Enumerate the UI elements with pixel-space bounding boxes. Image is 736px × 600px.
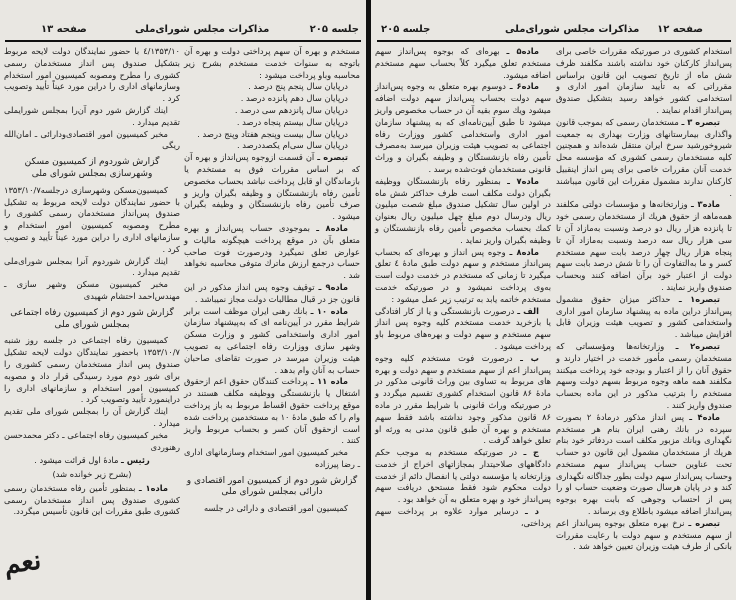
paragraph	[375, 306, 551, 353]
paragraph-text: توقیف وجوه پس انداز مذکور در این قانون جز در قبال مطالبات دولت مجاز نمیباشد .	[184, 281, 360, 304]
paragraph-text: بمنظور تأمین رفاه مستخدمان رسمی کشوری صندوق پس انداز مستخدمان رسمی کشوری طبق مقررات این قانون تأسیس میگردد.	[4, 482, 180, 517]
paragraph	[4, 279, 180, 303]
paragraph	[4, 185, 180, 256]
paragraph-text: مستخدم و بهره آن سهم پرداختی دولت و بهره آن باتوجه به سنوات خدمت مستخدم بشرح زیر محاسبه وباو پرداخت میشود :	[184, 46, 360, 80]
text-column-right	[184, 46, 360, 515]
article-label: ج ـ	[523, 447, 539, 458]
paragraph-text: اینك گزارش آن را بمجلس شورای ملی تقدیم میدارد .	[4, 406, 180, 428]
paragraph-text: آن قسمت ازوجوه پس‌انداز و بهره آن که بر اساس مقررات فوق به مستخدم یا بازماندگان او قابل پرداخت نباشد بحساب مخصوص تأمین رفاه بازنشستگان و وظیفه بگیران واریز و صرف تأمین رفاه بازنشستگان و وظیفه بگیران میشود .	[184, 152, 360, 222]
header-rule	[5, 40, 361, 42]
article-label: د ـ	[525, 506, 539, 517]
text-column-left	[4, 46, 180, 518]
session-number: جلسه ۲۰۵	[381, 24, 431, 35]
paragraph-text: مخبر کمیسیون امور استخدام وسازمانهای اداری ـ رضا پیرزاده	[184, 447, 360, 469]
paragraph	[556, 294, 732, 341]
article-label: تبصره۲ ـ	[675, 340, 720, 351]
paragraph-text: گزارش شور دوم از کمیسیون رفاه اجتماعی بمجلس شورای ملی	[10, 307, 174, 330]
paragraph-text: وزارتخانه‌ها ومؤسساتی که مستخدمان رسمی مأمور خدمت در اختیار دارند و حقوق آنان را از اعتبار و بودجه خود پرداخت میکنند مکلفند همه ماهه وجوه مربوط بسهم دولت وسهم مستخدم را بترتیب مذکور در این ماده بحساب صندوق واریز کنند .	[556, 340, 732, 410]
session-number: جلسه ۲۰۵	[309, 24, 359, 35]
paragraph	[4, 406, 180, 430]
paragraph-text: مخبر کمیسیون رفاه اجتماعی ـ دکتر محمدحسن رهنوردی	[4, 429, 180, 452]
article-label: ب ـ	[520, 352, 540, 363]
paragraph-text: درپایان سال پانزدهم سی درصد .	[234, 104, 348, 115]
paragraph	[184, 152, 360, 223]
page-header	[377, 24, 731, 38]
paragraph-text: درسایر موارد علاوه بر پرداخت سهم پرداختی،	[375, 506, 551, 528]
paragraph-text: بهره‌ای که بوجوه پس‌انداز سهم مستخدم تعلق میگیرد کلاً بحساب سهم مستخدم اضافه میشود.	[375, 46, 551, 80]
paragraph	[184, 447, 360, 471]
paragraph	[375, 81, 551, 175]
paragraph-text: بمنظور رفاه بازنشستگان ووظیفه بگیران دولت مکلف است ظرف حداکثر شش ماه در اولین سال تشکیل صندوق مبلغ شصت میلیون ریال ودرسال دوم مبلغ چهل میلیون ریال بعنوان کمك بحساب مخصوص تأمین رفاه بازنشستگان و وظیفه بگیران واریز نماید .	[375, 175, 551, 245]
paragraph-text: مادهٔ اول قرائت میشود .	[34, 455, 122, 466]
page-number: صفحه ۱۲	[657, 24, 703, 35]
list-item	[184, 81, 360, 93]
article-label: رئیس ـ	[121, 455, 150, 466]
paragraph-text: کمیسیون‌مسکن وشهرسازی درجلسه۱۳۵۳/۱۰/۷ با حضور نمایندگان دولت لایحه مربوط به تشکیل صندوق پس‌انداز مستخدمان رسمی کشوری را مطرح ومصوبه کمیسیون امور استخدام و سازمانهای اداری را دراین مورد عیناً تأیید و تصویب کرد .	[4, 184, 180, 254]
article-label: ماده۵ ـ	[506, 46, 539, 56]
article-label: ماده ۱۰ ـ	[310, 305, 348, 316]
page-number: صفحه ۱۳	[41, 24, 87, 35]
paragraph-text: درپایان سال پنجم پنج درصد .	[248, 81, 348, 92]
paragraph-text: گزارش شور دوم از کمیسیون امور اقتصادی و دارائی بمجلس شورای ملی	[186, 475, 358, 498]
paragraph	[375, 506, 551, 530]
paragraph	[556, 518, 732, 553]
paragraph-text: مخبر کمیسیون مسکن وشهر سازی ـ مهندس‌احمد احتشام شهیدی	[4, 279, 180, 301]
paragraph-text: درپایان سال بیست وپنجم هفتاد وپنج درصد .	[197, 128, 348, 139]
section-heading	[4, 308, 180, 332]
paragraph-text: دوسوم بهره متعلق به وجوه پس‌انداز سهم دولت بحساب پس‌انداز سهم دولت اضافه میشود ویك سوم بقیه آن در حساب مخصوص واریز میشود تا طبق آیین‌نامه‌ای که به پیشنهاد سازمان امور اداری واستخدامی کشور ووزارت رفاه اجتماعی به تصویب هیئت وزیران میرسد به‌مصرف تأمین رفاه بازنشستگان و وظیفه بگیران و وراث قانونی مستخدمان فوت‌شده برسد .	[375, 81, 551, 174]
paragraph-text: نرخ بهره متعلق بوجوه پس‌انداز اعم از سهم مستخدم و سهم دولت با رعایت مقررات بانکی از طرف هیئت وزیران تعیین خواهد شد .	[556, 517, 732, 552]
paragraph	[4, 129, 180, 153]
paragraph	[375, 247, 551, 306]
paragraph	[4, 469, 180, 481]
paragraph-text: (بشرح زیر خوانده شد)	[52, 469, 132, 480]
paragraph	[556, 341, 732, 412]
article-label: ماده۸ ـ	[509, 246, 539, 257]
paragraph	[375, 353, 551, 447]
paragraph	[184, 46, 360, 81]
article-label: تبصره ـ	[688, 517, 721, 528]
section-heading	[184, 476, 360, 500]
paragraph-text: درپایان سال بیستم پنجاه درصد .	[236, 116, 348, 127]
paragraph-text: پرداخت کنندگان حقوق اعم ازحقوق اشتغال یا بازنشستگی ووظیفه مکلف هستند در موقع پرداخت حقوق اقساط مربوط به باز پرداخت وام را که طبق مادهٔ ۱۰ به مستخدمین پرداخت شده است ازحقوق آنان کسر و بحساب مربوط واریز کنند .	[184, 376, 361, 446]
article-label: ماده۱ ـ	[138, 482, 169, 493]
paragraph	[184, 306, 360, 377]
article-label: الف ـ	[517, 305, 539, 316]
list-item	[184, 105, 360, 117]
article-label: ماده ۱۱ ـ	[310, 376, 349, 387]
paragraph	[4, 430, 180, 454]
article-label: ماده۹ ـ	[318, 281, 348, 292]
paragraph-text: استخدام کشوری در صورتیکه مقررات خاصی برای پس‌انداز کارکنان خود نداشته باشند مکلفند ظرف شش ماه از تاریخ تصویب این قانون براساس مقرراتی که به تأیید سازمان امور اداری و استخدامی کشور خواهد رسید بتشکیل صندوق پس‌انداز اقدام نمایند .	[556, 46, 732, 115]
right-page	[371, 0, 736, 600]
paragraph	[556, 117, 732, 200]
text-column-left	[375, 46, 551, 530]
paragraph-text: گزارش شوردوم از کمیسیون مسکن وشهرسازی بمجلس شورای ملی	[24, 157, 160, 179]
paragraph	[4, 46, 180, 105]
paragraph-text: مستخدمان رسمی که بموجب قانون واگذاری بیمارستانهای وزارت بهداری به جمعیت شیروخورشید سرخ ایران منتقل شده‌اند و همچنین کلیه مستخدمان رسمی کشوری که مؤسسه محل خدمت آنان مقررات خاصی برای پس انداز اینقبیل کارکنان ندارند مشمول مقررات این قانون میباشند .	[556, 116, 732, 198]
paragraph-text: کمیسیون رفاه اجتماعی در جلسه روز شنبه ۱۳۵۳/۱۰/۷ باحضور نمایندگان دولت لایحه تشکیل صندوق پس انداز مستخدمان رسمی کشوری را برای شور دوم مورد رسیدگی قرار داد و مصوبه کمیسیون امور استخدام و سازمانهای اداری را دراینمورد تأیید وتصویب کرد .	[4, 335, 180, 405]
paragraph-text: حداکثر میزان حقوق مشمول پس‌انداز دراین ماده به پیشنهاد سازمان امور اداری واستخدامی کشور و تصویب هیئت وزیران قابل افزایش میباشد .	[556, 293, 732, 340]
paragraph	[4, 256, 180, 280]
list-item	[184, 129, 360, 141]
paragraph	[4, 483, 180, 518]
paragraph	[375, 447, 551, 506]
article-label: ماده۴ ـ	[689, 411, 720, 422]
paragraph	[184, 223, 360, 282]
list-item	[184, 93, 360, 105]
publication-title: مذاکرات مجلس شورای‌ملی	[135, 24, 270, 35]
text-column-right	[556, 46, 732, 553]
section-heading	[4, 157, 180, 181]
paragraph-text: وجوه پس انداز و بهره‌ای که بحساب پس‌انداز مستخدم و سهم دولت طبق مادهٔ ٤ تعلق میگیرد تا زمانی که مستخدم در خدمت دولت است به‌وی پرداخت نمیشود و در صورتیکه خدمت مستخدم خاتمه یابد به ترتیب زیر عمل میشود :	[375, 246, 551, 304]
paragraph	[375, 176, 551, 247]
handwritten-margin-mark: نعم	[2, 545, 44, 581]
list-item	[184, 140, 360, 152]
paragraph-text: درپایان سال دهم پانزده درصد .	[240, 93, 348, 104]
paragraph-text: وزارتخانه‌ها و مؤسسات دولتی مکلفند همه‌ماهه از حقوق هریك از مستخدمان رسمی خود تا پانزده هزار ریال دو درصد ونسبت به‌مازاد آن تا سی هزار ریال سه درصد ونسبت به‌مازاد آن تا پنجاه هزار ریال چهار درصد بابت سهم مستخدم کسر و ما به‌التفاوت آن را تا شش درصد بابت سهم دولت از اعتبار خود برآن اضافه کنند وبحساب صندوق واریز نمایند .	[556, 199, 732, 292]
paragraph-text: پس انداز مذکور درمادهٔ ۲ بصورت سپرده در بانك رهنی ایران بنام هر مستخدم نگهداری وبانك مزبور مکلف است دردفاتر خود بنام هریك از مستخدمان مشمول این قانون دو حساب تحت عناوین حساب پس‌انداز سهم مستخدم وحساب پس‌انداز سهم دولت بطور جداگانه نگهداری کند و در پایان هرسال صورت وضعیت حساب او را پس از احتساب وجوهی که بابت بهره بوجوه پس‌انداز اضافه میشود باطلاع وی برساند .	[556, 411, 732, 517]
paragraph-text: در صورتیکه مستخدم به موجب حکم دادگاههای صلاحیتدار بمجازاتهای اخراج از خدمت وزارتخانه یا مؤسسه دولتی یا انفصال دائم از خدمت دولت محکوم شود فقط مستحق دریافت سهم پس‌انداز خود و بهره متعلق به آن خواهد بود .	[374, 447, 551, 505]
paragraph-text: درصورت بازنشستگی و یا از کار افتادگی یا بازخرید خدمت مستخدم کلیه وجوه پس انداز سهم مستخدم و سهم دولت و بهره‌های مربوط باو پرداخت میشود .	[375, 305, 551, 351]
article-label: ماده۶ ـ	[509, 81, 539, 92]
paragraph	[4, 105, 180, 129]
paragraph-text: اینك گزارش شور دوم آن‌را بمجلس شورایملی تقدیم میدارد .	[4, 104, 180, 127]
paragraph-text: بانك رهنی ایران موظف است برابر شرایط مقرر در آیین‌نامه ای که به‌پیشنهاد سازمان امور اداری واستخدامی کشور و وزارت مسکن وشهر سازی ووزارت رفاه اجتماعی به تصویب هیئت وزیران میرسد در صورت تقاضای صاحبان حساب به آنان وام بدهد .	[184, 305, 360, 375]
paragraph	[556, 199, 732, 293]
page-header	[5, 24, 361, 38]
paragraph	[184, 282, 360, 306]
article-label: تبصره ـ	[317, 152, 348, 163]
article-label: ماده۷ ـ	[507, 175, 539, 186]
article-label: ماده۸ ـ	[316, 222, 348, 233]
left-page	[0, 0, 366, 600]
paragraph-text: ۱۳۵۳/۱۰/٤ با حضور نمایندگان دولت لایحه مربوط بتشکیل صندوق پس انداز مستخدمان رسمی کشوری را مطرح ومصوبه کمیسیون امور استخدام وسازمانهای اداری را دراین مورد عیناً تأیید وتصویب کرد .	[4, 46, 180, 104]
paragraph-text: بموجودی حساب پس‌انداز و بهره متعلق بآن در موقع پرداخت هیچگونه مالیات و عوارض تعلق نمیگیرد ودرصورت فوت صاحب حساب درجمع ارزش ماترك متوفی محاسبه نخواهد شد .	[184, 222, 360, 281]
paragraph	[4, 335, 180, 406]
paragraph-text: اینك گزارش شوردوم آنرا بمجلس شورای‌ملی تقدیم میدارد .	[4, 255, 180, 278]
article-label: تبصره۱ ـ	[678, 293, 720, 304]
article-label: ماده۳ ـ	[691, 199, 720, 210]
article-label: تبصره ۳ ـ	[681, 116, 720, 127]
paragraph-text: درصورت فوت مستخدم کلیه وجوه پس‌انداز اعم از سهم مستخدم و سهم دولت و بهره های مربوط به تساوی بین وراث قانونی مذکور در مادهٔ ۸۶ قانون استخدام کشوری تقسیم میگردد و در صورتیکه وراث قانونی با شرایط مقرر در ماده ۸۶ قانون مذکور وجود نداشته باشد فقط سهم مستخدم و بهره آن طبق قانون مدنی به ورثه او تعلق خواهد گرفت .	[375, 352, 551, 446]
paragraph-text: درپایان سال سی‌ام یکصددرصد .	[236, 140, 348, 151]
list-item	[184, 117, 360, 129]
paragraph	[4, 455, 180, 467]
paragraph	[556, 412, 732, 518]
paragraph	[184, 503, 360, 515]
publication-title: مذاکرات مجلس شورای‌ملی	[505, 24, 640, 35]
paragraph-text: مخبر کمیسیون امور اقتصادی‌ودارائی ـ امان‌الله ریگی	[4, 128, 180, 151]
header-rule	[377, 40, 731, 42]
paragraph	[375, 46, 551, 81]
paragraph	[184, 376, 360, 447]
paragraph-text: کمیسیون امور اقتصادی و دارائی در جلسه	[203, 503, 348, 514]
paragraph	[556, 46, 732, 117]
